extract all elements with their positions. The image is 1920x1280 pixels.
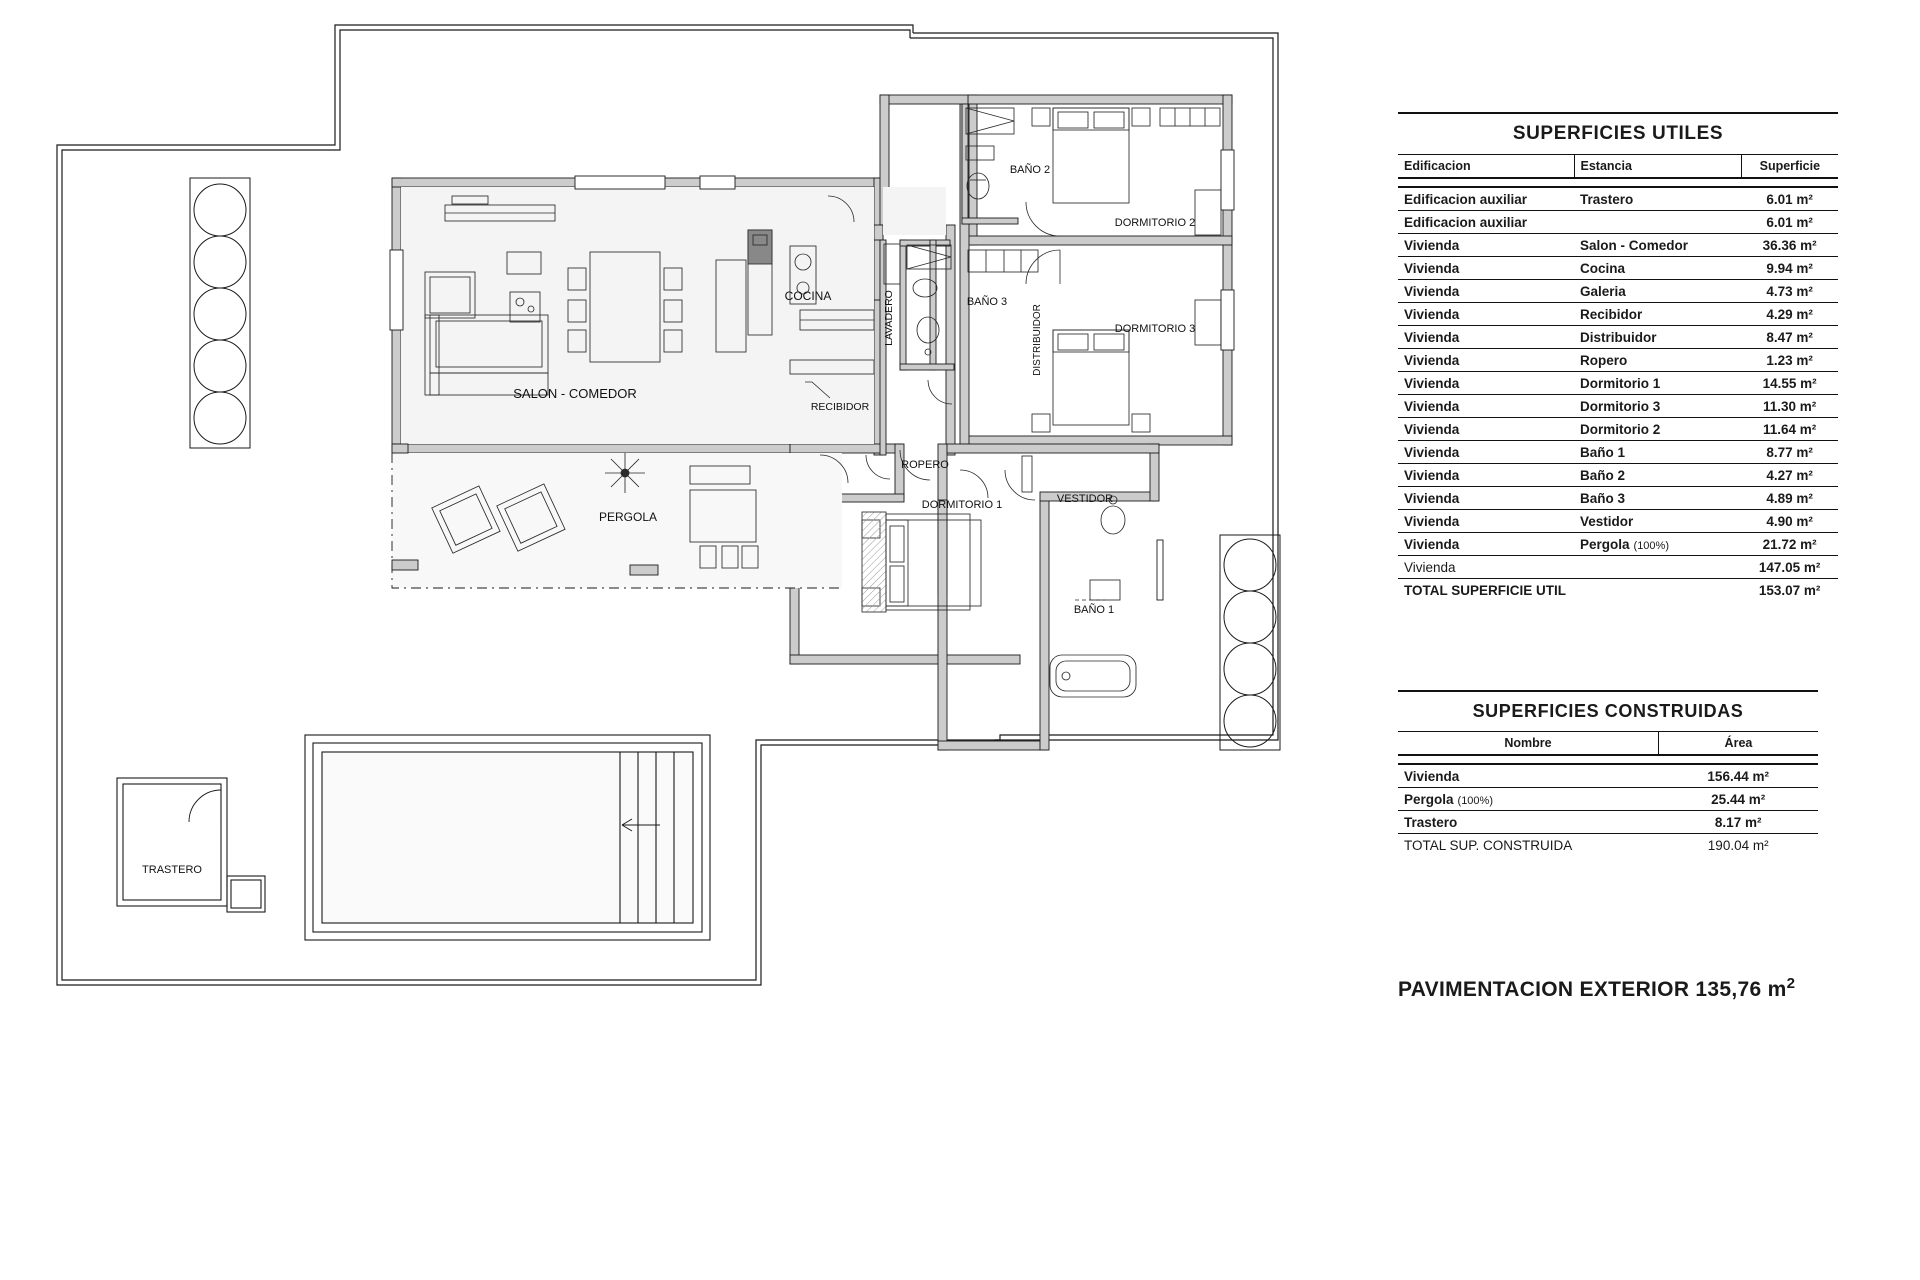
table-row [1398, 418, 1838, 441]
cell-estancia: Ropero [1574, 349, 1741, 372]
cell-estancia: Cocina [1574, 257, 1741, 280]
table-row [1398, 764, 1818, 788]
table-row [1398, 464, 1838, 487]
cell-superficie: 8.47 m² [1741, 326, 1838, 349]
utiles-header-superficie: Superficie [1741, 155, 1838, 179]
room-label-recibidor: RECIBIDOR [810, 401, 870, 413]
cell-superficie: 4.89 m² [1741, 487, 1838, 510]
room-label-bano3: BAÑO 3 [966, 296, 1008, 308]
cell-estancia [1574, 556, 1741, 579]
fixtures-bano3 [907, 245, 951, 355]
cell-edificacion: Vivienda [1398, 510, 1574, 533]
cell-estancia-text: Pergola [1580, 536, 1630, 552]
cell-superficie: 147.05 m² [1741, 556, 1838, 579]
cell-superficie: 6.01 m² [1741, 187, 1838, 211]
table-row [1398, 395, 1838, 418]
pavimentacion-exterior-panel [1398, 975, 1838, 1002]
construidas-total-value: 190.04 m² [1707, 837, 1769, 853]
cell-estancia: Baño 1 [1574, 441, 1741, 464]
cell-edificacion: Vivienda [1398, 257, 1574, 280]
cell-estancia: Salon - Comedor [1574, 234, 1741, 257]
room-label-vestidor: VESTIDOR [1056, 493, 1114, 505]
cell-estancia: Dormitorio 2 [1574, 418, 1741, 441]
furniture-dormitorio2 [1032, 108, 1221, 235]
construidas-spacer [1398, 755, 1818, 764]
cell-superficie: 36.36 m² [1741, 234, 1838, 257]
cell-edificacion: Vivienda [1398, 372, 1574, 395]
cell-superficie: 8.77 m² [1741, 441, 1838, 464]
cell-superficie: 4.29 m² [1741, 303, 1838, 326]
table-total-row [1398, 834, 1818, 857]
table-row [1398, 349, 1838, 372]
swimming-pool [305, 735, 710, 940]
construidas-header-area: Área [1658, 732, 1818, 756]
room-label-bano1: BAÑO 1 [1073, 604, 1115, 616]
cell-edificacion: Vivienda [1398, 395, 1574, 418]
cell-estancia: Distribuidor [1574, 326, 1741, 349]
cell-area: 25.44 m² [1658, 788, 1818, 811]
cell-edificacion: Vivienda [1398, 326, 1574, 349]
table-row [1398, 234, 1838, 257]
room-label-bano2: BAÑO 2 [1009, 164, 1051, 176]
cell-superficie: 11.64 m² [1741, 418, 1838, 441]
cell-estancia: Trastero [1574, 187, 1741, 211]
cell-estancia: Baño 3 [1574, 487, 1741, 510]
cell-nombre [1398, 788, 1658, 811]
cell-nombre-note [1459, 772, 1463, 784]
table-row [1398, 811, 1818, 834]
cell-nombre-text: Trastero [1404, 814, 1458, 830]
cell-estancia: Dormitorio 1 [1574, 372, 1741, 395]
utiles-spacer [1398, 178, 1838, 187]
table-row [1398, 510, 1838, 533]
cell-edificacion: Vivienda [1398, 487, 1574, 510]
superficies-utiles-panel [1398, 112, 1838, 601]
room-label-pergola: PERGOLA [598, 510, 658, 524]
table-row [1398, 211, 1838, 234]
utiles-total-value: 153.07 m² [1758, 582, 1821, 598]
cell-nombre-text: Pergola [1404, 791, 1454, 807]
table-row [1398, 280, 1838, 303]
furniture-dormitorio1 [862, 512, 981, 612]
trastero-building [117, 778, 265, 912]
table-row [1398, 187, 1838, 211]
cell-superficie: 6.01 m² [1741, 211, 1838, 234]
table-row [1398, 372, 1838, 395]
pavimentacion-text: PAVIMENTACION EXTERIOR 135,76 m [1398, 978, 1787, 1001]
room-label-dormitorio2: DORMITORIO 2 [1114, 217, 1196, 229]
room-label-lavadero: LAVADERO [883, 290, 895, 346]
cell-area: 8.17 m² [1658, 811, 1818, 834]
pavimentacion-label [1398, 975, 1838, 1002]
utiles-header-estancia: Estancia [1574, 155, 1741, 179]
cell-edificacion: Vivienda [1398, 533, 1574, 556]
room-label-ropero: ROPERO [901, 459, 949, 471]
superficies-construidas-table [1398, 690, 1818, 856]
construidas-total-label: TOTAL SUP. CONSTRUIDA [1404, 837, 1573, 853]
table-row [1398, 257, 1838, 280]
room-label-dormitorio3: DORMITORIO 3 [1114, 323, 1196, 335]
cell-edificacion: Vivienda [1398, 234, 1574, 257]
table-row [1398, 303, 1838, 326]
room-label-cocina: COCINA [784, 289, 832, 303]
cell-estancia: Recibidor [1574, 303, 1741, 326]
cell-superficie: 4.90 m² [1741, 510, 1838, 533]
cell-estancia [1574, 211, 1741, 234]
room-label-distribuidor: DISTRIBUIDOR [1032, 304, 1043, 376]
cell-edificacion: Vivienda [1398, 349, 1574, 372]
room-label-salon: SALON - COMEDOR [513, 386, 637, 401]
cell-estancia: Dormitorio 3 [1574, 395, 1741, 418]
cell-edificacion: Vivienda [1398, 464, 1574, 487]
cell-estancia [1574, 533, 1741, 556]
fixtures-bano1 [1050, 496, 1136, 697]
table-row [1398, 533, 1838, 556]
cell-estancia: Vestidor [1574, 510, 1741, 533]
cell-estancia-note: (100%) [1633, 539, 1669, 552]
tree-row-right [1220, 535, 1280, 750]
table-row [1398, 326, 1838, 349]
utiles-header-edificacion: Edificacion [1398, 155, 1574, 179]
cell-nombre-note [1457, 818, 1461, 830]
cell-superficie: 11.30 m² [1741, 395, 1838, 418]
cell-edificacion: Vivienda [1398, 280, 1574, 303]
cell-superficie: 9.94 m² [1741, 257, 1838, 280]
superficies-construidas-panel [1398, 690, 1818, 856]
cell-edificacion: Edificacion auxiliar [1398, 211, 1574, 234]
cell-estancia: Galeria [1574, 280, 1741, 303]
table-row [1398, 556, 1838, 579]
cell-superficie: 21.72 m² [1741, 533, 1838, 556]
cell-nombre [1398, 764, 1658, 788]
superficies-utiles-table [1398, 112, 1838, 601]
cell-edificacion: Vivienda [1398, 303, 1574, 326]
utiles-total-label: TOTAL SUPERFICIE UTIL [1404, 582, 1567, 598]
construidas-header-nombre: Nombre [1398, 732, 1658, 756]
cell-estancia: Baño 2 [1574, 464, 1741, 487]
room-label-trastero: TRASTERO [142, 864, 202, 876]
table-total-row [1398, 579, 1838, 602]
cell-superficie: 4.27 m² [1741, 464, 1838, 487]
furniture-dormitorio3 [968, 250, 1221, 432]
pavimentacion-exponent: 2 [1786, 975, 1796, 992]
cell-superficie: 1.23 m² [1741, 349, 1838, 372]
cell-edificacion: Edificacion auxiliar [1398, 187, 1574, 211]
cell-area: 156.44 m² [1658, 764, 1818, 788]
construidas-title: SUPERFICIES CONSTRUIDAS [1398, 691, 1818, 732]
tree-row-left [190, 178, 250, 448]
table-row [1398, 487, 1838, 510]
furniture-vestidor [1022, 456, 1032, 492]
cell-edificacion: Vivienda [1398, 556, 1574, 579]
cell-nombre-note: (100%) [1457, 794, 1493, 807]
table-row [1398, 788, 1818, 811]
utiles-title: SUPERFICIES UTILES [1398, 113, 1838, 155]
cell-edificacion: Vivienda [1398, 418, 1574, 441]
cell-nombre-text: Vivienda [1404, 768, 1460, 784]
cell-superficie: 14.55 m² [1741, 372, 1838, 395]
cell-nombre [1398, 811, 1658, 834]
table-row [1398, 441, 1838, 464]
cell-edificacion: Vivienda [1398, 441, 1574, 464]
cell-superficie: 4.73 m² [1741, 280, 1838, 303]
room-label-dormitorio1: DORMITORIO 1 [921, 499, 1003, 511]
